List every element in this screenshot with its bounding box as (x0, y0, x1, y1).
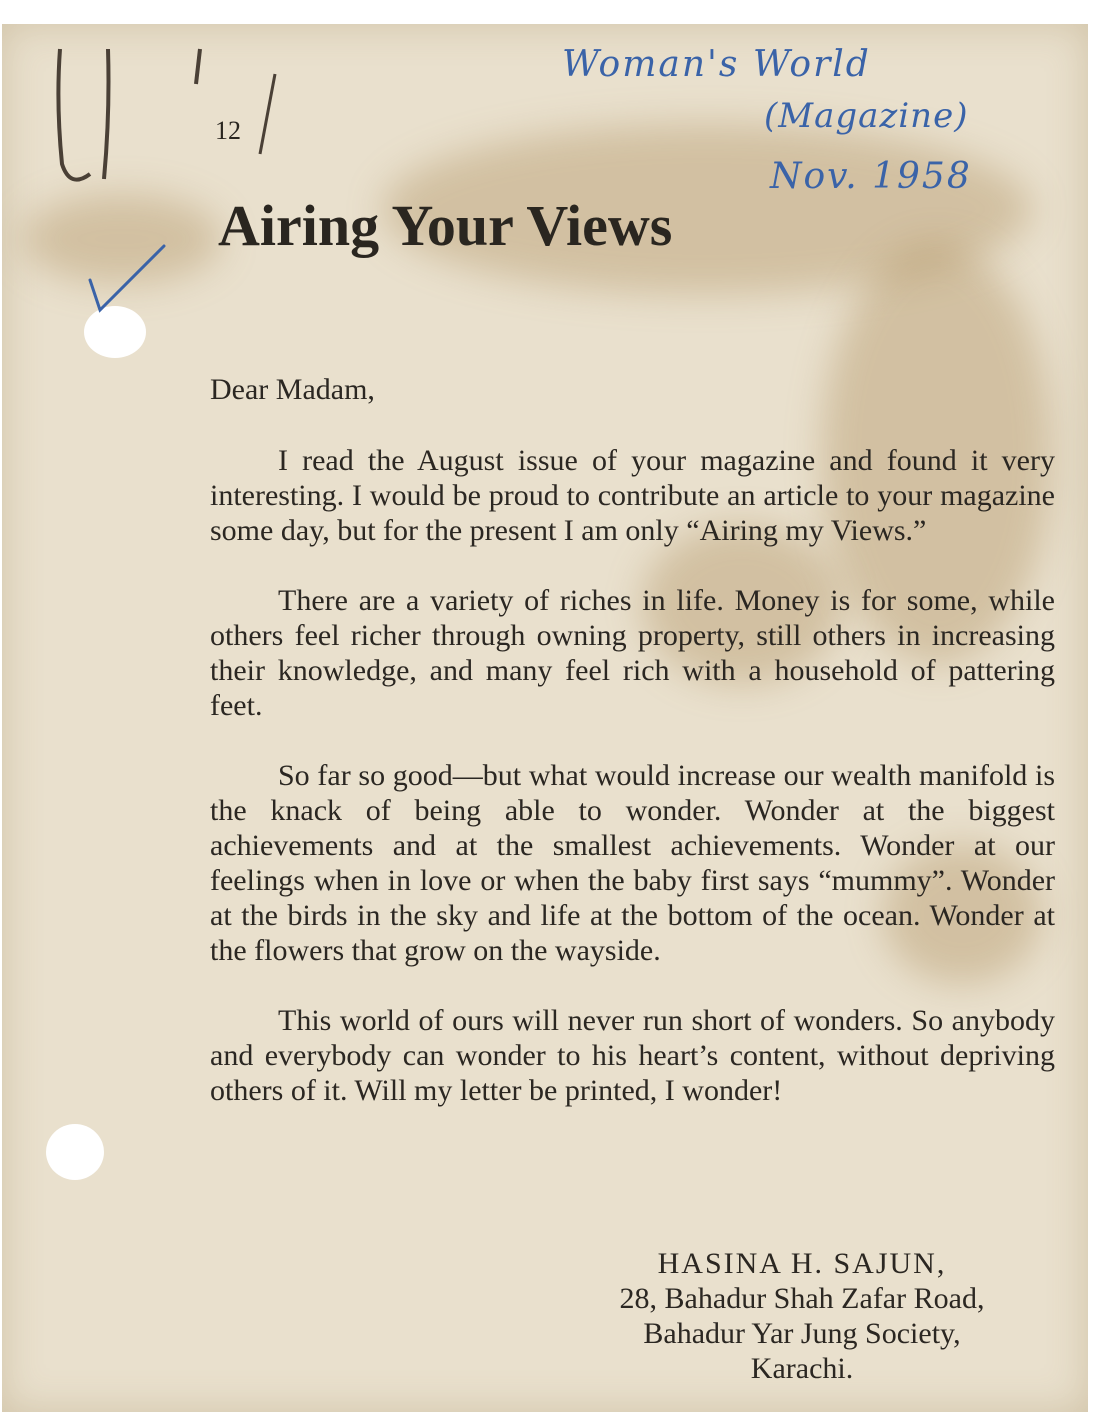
handwritten-magazine-note: (Magazine) (764, 96, 969, 136)
handwritten-date: Nov. 1958 (770, 156, 972, 197)
pencil-marks (40, 44, 300, 204)
paragraph: I read the August issue of your magazine and found it very interesting. I would be proud to contribute an article to your magazine some day, but for the present I am only “Airing my Views.” (210, 444, 1055, 547)
letter-clipping (2, 24, 1088, 1412)
page-number: 12 (215, 116, 241, 145)
paragraph: So far so good—but what would increase our wealth manifold is the knack of being able to wonder. Wonder at the biggest achievements and at the smallest achievements. Wonder at our feelings when in love or when the baby first says “mummy”. Wonder at the birds in the sky and life at the bottom of the ocean. Wonder at the flowers that grow on the wayside. (210, 759, 1055, 967)
punch-hole (46, 1124, 104, 1180)
author-name: HASINA H. SAJUN, (657, 1247, 947, 1280)
letter-body (210, 372, 1055, 1143)
page-title: Airing Your Views (218, 193, 673, 258)
signature-block (542, 1246, 1062, 1386)
check-mark-icon (82, 242, 172, 317)
paragraph: This world of ours will never run short of wonders. So anybody and everybody can wonder to his heart’s content, without depriving others of it. Will my letter be printed, I wonder! (210, 1004, 1055, 1107)
address-line: 28, Bahadur Shah Zafar Road, (619, 1282, 985, 1315)
salutation: Dear Madam, (210, 373, 375, 406)
paragraph: There are a variety of riches in life. Money is for some, while others feel richer through owning property, still others in increasing their knowledge, and many feel rich with a household of pattering feet. (210, 584, 1055, 722)
handwritten-magazine-name: Woman's World (562, 44, 871, 85)
address-line: Bahadur Yar Jung Society, (643, 1317, 961, 1350)
address-city: Karachi. (750, 1352, 854, 1385)
